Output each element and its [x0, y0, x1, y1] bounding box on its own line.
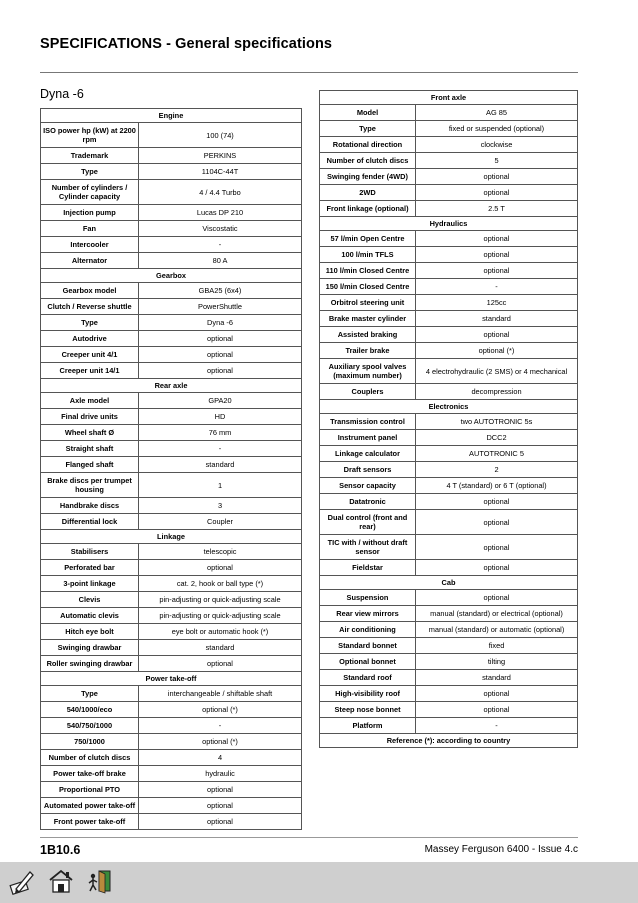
- table-row: [41, 315, 302, 331]
- section-title-power-take-off: Power take-off: [41, 672, 302, 686]
- table-row: [320, 494, 578, 510]
- spec-value: standard: [416, 670, 578, 686]
- spec-label: Swinging drawbar: [41, 640, 139, 656]
- section-title-hydraulics: Hydraulics: [320, 217, 578, 231]
- table-row: [41, 702, 302, 718]
- spec-value: -: [416, 279, 578, 295]
- table-row: [41, 782, 302, 798]
- section-title-cab: Cab: [320, 576, 578, 590]
- section-header-row: [320, 91, 578, 105]
- section-header-row: [41, 379, 302, 393]
- spec-value: 100 (74): [139, 123, 302, 148]
- table-row: [41, 473, 302, 498]
- spec-label: Couplers: [320, 384, 416, 400]
- table-row: [41, 766, 302, 782]
- spec-value: optional: [416, 494, 578, 510]
- table-row: [41, 253, 302, 269]
- spec-value: Coupler: [139, 514, 302, 530]
- spec-label: Straight shaft: [41, 441, 139, 457]
- spec-label: Intercooler: [41, 237, 139, 253]
- table-row: [41, 514, 302, 530]
- spec-label: Clutch / Reverse shuttle: [41, 299, 139, 315]
- spec-value: standard: [139, 640, 302, 656]
- spec-label: Instrument panel: [320, 430, 416, 446]
- page-code: 1B10.6: [40, 843, 81, 857]
- table-row: [320, 622, 578, 638]
- spec-value: 4: [139, 750, 302, 766]
- spec-value: optional (*): [139, 734, 302, 750]
- spec-label: Rotational direction: [320, 137, 416, 153]
- spec-label: Transmission control: [320, 414, 416, 430]
- spec-label: Draft sensors: [320, 462, 416, 478]
- table-row: [41, 814, 302, 830]
- section-header-row: [41, 269, 302, 283]
- spec-value: fixed: [416, 638, 578, 654]
- spec-value: optional: [416, 590, 578, 606]
- spec-value: optional: [416, 702, 578, 718]
- section-header-row: [320, 576, 578, 590]
- table-row: [41, 283, 302, 299]
- spec-value: interchangeable / shiftable shaft: [139, 686, 302, 702]
- spec-value: optional: [416, 185, 578, 201]
- table-row: [41, 299, 302, 315]
- left-spec-table: [40, 108, 302, 830]
- spec-label: Standard roof: [320, 670, 416, 686]
- table-row: [41, 164, 302, 180]
- spec-value: manual (standard) or automatic (optional): [416, 622, 578, 638]
- spec-label: Swinging fender (4WD): [320, 169, 416, 185]
- table-row: [320, 263, 578, 279]
- spec-value: -: [139, 441, 302, 457]
- spec-value: 3: [139, 498, 302, 514]
- spec-label: Wheel shaft Ø: [41, 425, 139, 441]
- spec-value: manual (standard) or electrical (optional): [416, 606, 578, 622]
- spec-label: Rear view mirrors: [320, 606, 416, 622]
- spec-value: HD: [139, 409, 302, 425]
- table-row: [320, 606, 578, 622]
- spec-value: 4 electrohydraulic (2 SMS) or 4 mechanical: [416, 359, 578, 384]
- spec-value: PowerShuttle: [139, 299, 302, 315]
- spec-label: Clevis: [41, 592, 139, 608]
- table-row: [41, 331, 302, 347]
- spec-value: optional: [139, 656, 302, 672]
- spec-value: eye bolt or automatic hook (*): [139, 624, 302, 640]
- spec-value: optional: [139, 363, 302, 379]
- spec-label: Handbrake discs: [41, 498, 139, 514]
- spec-label: 2WD: [320, 185, 416, 201]
- table-row: [41, 640, 302, 656]
- spec-label: 540/1000/eco: [41, 702, 139, 718]
- spec-value: 1: [139, 473, 302, 498]
- spec-label: Gearbox model: [41, 283, 139, 299]
- spec-label: Perforated bar: [41, 560, 139, 576]
- table-row: [320, 295, 578, 311]
- spec-value: optional: [139, 798, 302, 814]
- section-header-row: [320, 400, 578, 414]
- spec-value: PERKINS: [139, 148, 302, 164]
- spec-value: standard: [416, 311, 578, 327]
- spec-label: Automatic clevis: [41, 608, 139, 624]
- spec-value: GBA25 (6x4): [139, 283, 302, 299]
- spec-value: optional: [416, 231, 578, 247]
- table-row: [320, 414, 578, 430]
- spec-label: Datatronic: [320, 494, 416, 510]
- spec-label: Autodrive: [41, 331, 139, 347]
- footer-divider: [40, 837, 578, 838]
- spec-value: 4 T (standard) or 6 T (optional): [416, 478, 578, 494]
- spec-value: optional: [416, 535, 578, 560]
- table-row: [41, 576, 302, 592]
- spec-label: 110 l/min Closed Centre: [320, 263, 416, 279]
- page-source: Massey Ferguson 6400 - Issue 4.c: [424, 844, 578, 855]
- spec-label: Type: [41, 315, 139, 331]
- spec-value: AUTOTRONIC 5: [416, 446, 578, 462]
- spec-value: optional: [416, 327, 578, 343]
- title-divider: [40, 72, 578, 73]
- table-row: [320, 169, 578, 185]
- spec-value: 80 A: [139, 253, 302, 269]
- spec-label: Front linkage (optional): [320, 201, 416, 217]
- table-row: [41, 498, 302, 514]
- page-title: SPECIFICATIONS - General specifications: [40, 36, 333, 52]
- table-row: [320, 105, 578, 121]
- table-row: [320, 510, 578, 535]
- spec-label: Model: [320, 105, 416, 121]
- spec-label: Auxiliary spool valves (maximum number): [320, 359, 416, 384]
- table-row: [320, 446, 578, 462]
- section-title-electronics: Electronics: [320, 400, 578, 414]
- section-header-row: [320, 217, 578, 231]
- table-row: [41, 237, 302, 253]
- spec-label: 3-point linkage: [41, 576, 139, 592]
- table-row: [320, 654, 578, 670]
- table-row: [320, 311, 578, 327]
- spec-label: 57 l/min Open Centre: [320, 231, 416, 247]
- spec-value: optional: [139, 560, 302, 576]
- table-row: [320, 384, 578, 400]
- spec-label: Final drive units: [41, 409, 139, 425]
- table-row: [41, 750, 302, 766]
- table-row: [41, 123, 302, 148]
- spec-label: Type: [320, 121, 416, 137]
- spec-label: Automated power take-off: [41, 798, 139, 814]
- spec-value: clockwise: [416, 137, 578, 153]
- table-row: [320, 686, 578, 702]
- spec-label: 540/750/1000: [41, 718, 139, 734]
- spec-label: Platform: [320, 718, 416, 734]
- spec-label: Creeper unit 4/1: [41, 347, 139, 363]
- table-row: [41, 393, 302, 409]
- spec-value: Lucas DP 210: [139, 205, 302, 221]
- spec-value: fixed or suspended (optional): [416, 121, 578, 137]
- table-row: [320, 327, 578, 343]
- spec-label: Dual control (front and rear): [320, 510, 416, 535]
- spec-value: -: [139, 237, 302, 253]
- table-row: [41, 624, 302, 640]
- spec-label: Linkage calculator: [320, 446, 416, 462]
- table-row: [320, 279, 578, 295]
- table-row: [320, 670, 578, 686]
- spec-value: optional: [416, 510, 578, 535]
- spec-label: Standard bonnet: [320, 638, 416, 654]
- spec-value: pin-adjusting or quick-adjusting scale: [139, 592, 302, 608]
- table-row: [41, 686, 302, 702]
- spec-value: optional: [416, 263, 578, 279]
- spec-value: AG 85: [416, 105, 578, 121]
- spec-label: Steep nose bonnet: [320, 702, 416, 718]
- spec-label: Fieldstar: [320, 560, 416, 576]
- spec-value: cat. 2, hook or ball type (*): [139, 576, 302, 592]
- spec-value: 1104C-44T: [139, 164, 302, 180]
- table-row: [320, 702, 578, 718]
- spec-label: Creeper unit 14/1: [41, 363, 139, 379]
- section-title-gearbox: Gearbox: [41, 269, 302, 283]
- table-row: [41, 798, 302, 814]
- spec-label: 150 l/min Closed Centre: [320, 279, 416, 295]
- exit-icon[interactable]: [86, 867, 114, 895]
- spec-value: two AUTOTRONIC 5s: [416, 414, 578, 430]
- table-row: [320, 462, 578, 478]
- table-row: [320, 478, 578, 494]
- section-title-linkage: Linkage: [41, 530, 302, 544]
- spec-label: Number of clutch discs: [41, 750, 139, 766]
- spec-value: 125cc: [416, 295, 578, 311]
- home-icon[interactable]: [47, 867, 75, 895]
- right-spec-table: [319, 90, 578, 748]
- spec-label: Fan: [41, 221, 139, 237]
- section-header-row: [41, 530, 302, 544]
- table-row: [41, 718, 302, 734]
- table-row: [41, 363, 302, 379]
- spec-value: standard: [139, 457, 302, 473]
- spec-value: optional: [139, 782, 302, 798]
- table-row: [41, 205, 302, 221]
- spec-value: optional: [139, 331, 302, 347]
- spec-label: Trademark: [41, 148, 139, 164]
- spec-label: Brake master cylinder: [320, 311, 416, 327]
- table-row: [320, 137, 578, 153]
- spec-label: Orbitrol steering unit: [320, 295, 416, 311]
- model-label: Dyna -6: [40, 87, 84, 101]
- spec-value: optional (*): [416, 343, 578, 359]
- spec-value: 5: [416, 153, 578, 169]
- table-row: [320, 590, 578, 606]
- spec-label: Type: [41, 164, 139, 180]
- spec-label: ISO power hp (kW) at 2200 rpm: [41, 123, 139, 148]
- spec-label: Flanged shaft: [41, 457, 139, 473]
- spec-value: tilting: [416, 654, 578, 670]
- table-row: [41, 347, 302, 363]
- table-row: [41, 560, 302, 576]
- table-row: [41, 441, 302, 457]
- spec-value: GPA20: [139, 393, 302, 409]
- spec-value: 76 mm: [139, 425, 302, 441]
- spec-value: 4 / 4.4 Turbo: [139, 180, 302, 205]
- table-row: [41, 592, 302, 608]
- spec-value: optional (*): [139, 702, 302, 718]
- table-row: [320, 121, 578, 137]
- navigation-bar: [0, 862, 638, 903]
- section-header-row: [41, 672, 302, 686]
- spec-label: Roller swinging drawbar: [41, 656, 139, 672]
- section-title-rear-axle: Rear axle: [41, 379, 302, 393]
- edit-icon[interactable]: [8, 867, 36, 895]
- spec-value: telescopic: [139, 544, 302, 560]
- section-header-row: [41, 109, 302, 123]
- table-row: [320, 718, 578, 734]
- table-row: [320, 185, 578, 201]
- table-row: [320, 247, 578, 263]
- spec-label: Axle model: [41, 393, 139, 409]
- spec-label: Stabilisers: [41, 544, 139, 560]
- table-row: [41, 221, 302, 237]
- table-row: [41, 656, 302, 672]
- spec-value: Viscostatic: [139, 221, 302, 237]
- spec-value: pin-adjusting or quick-adjusting scale: [139, 608, 302, 624]
- table-row: [41, 409, 302, 425]
- spec-label: Alternator: [41, 253, 139, 269]
- spec-value: Dyna -6: [139, 315, 302, 331]
- spec-value: 2.5 T: [416, 201, 578, 217]
- spec-value: optional: [416, 169, 578, 185]
- reference-note-row: [320, 734, 578, 748]
- table-row: [41, 457, 302, 473]
- spec-label: Number of cylinders / Cylinder capacity: [41, 180, 139, 205]
- spec-value: optional: [416, 686, 578, 702]
- spec-value: optional: [139, 347, 302, 363]
- spec-value: optional: [416, 560, 578, 576]
- spec-label: 100 l/min TFLS: [320, 247, 416, 263]
- spec-value: decompression: [416, 384, 578, 400]
- spec-label: High-visibility roof: [320, 686, 416, 702]
- spec-label: Hitch eye bolt: [41, 624, 139, 640]
- spec-label: Assisted braking: [320, 327, 416, 343]
- table-row: [320, 535, 578, 560]
- spec-value: optional: [139, 814, 302, 830]
- spec-label: Type: [41, 686, 139, 702]
- spec-label: Proportional PTO: [41, 782, 139, 798]
- spec-label: Injection pump: [41, 205, 139, 221]
- table-row: [320, 359, 578, 384]
- table-row: [41, 425, 302, 441]
- spec-label: Air conditioning: [320, 622, 416, 638]
- table-row: [41, 148, 302, 164]
- spec-label: TIC with / without draft sensor: [320, 535, 416, 560]
- spec-label: Brake discs per trumpet housing: [41, 473, 139, 498]
- spec-label: Front power take-off: [41, 814, 139, 830]
- section-title-front-axle: Front axle: [320, 91, 578, 105]
- spec-value: DCC2: [416, 430, 578, 446]
- table-row: [320, 430, 578, 446]
- reference-note: Reference (*): according to country: [320, 734, 578, 748]
- table-row: [320, 153, 578, 169]
- spec-label: Optional bonnet: [320, 654, 416, 670]
- table-row: [41, 544, 302, 560]
- table-row: [320, 343, 578, 359]
- spec-value: -: [416, 718, 578, 734]
- table-row: [320, 231, 578, 247]
- spec-label: Power take-off brake: [41, 766, 139, 782]
- table-row: [320, 638, 578, 654]
- table-row: [320, 560, 578, 576]
- spec-label: 750/1000: [41, 734, 139, 750]
- spec-label: Number of clutch discs: [320, 153, 416, 169]
- spec-label: Trailer brake: [320, 343, 416, 359]
- spec-value: 2: [416, 462, 578, 478]
- table-row: [41, 734, 302, 750]
- section-title-engine: Engine: [41, 109, 302, 123]
- table-row: [41, 608, 302, 624]
- spec-value: -: [139, 718, 302, 734]
- spec-label: Suspension: [320, 590, 416, 606]
- spec-label: Differential lock: [41, 514, 139, 530]
- spec-value: hydraulic: [139, 766, 302, 782]
- spec-value: optional: [416, 247, 578, 263]
- table-row: [320, 201, 578, 217]
- spec-label: Sensor capacity: [320, 478, 416, 494]
- table-row: [41, 180, 302, 205]
